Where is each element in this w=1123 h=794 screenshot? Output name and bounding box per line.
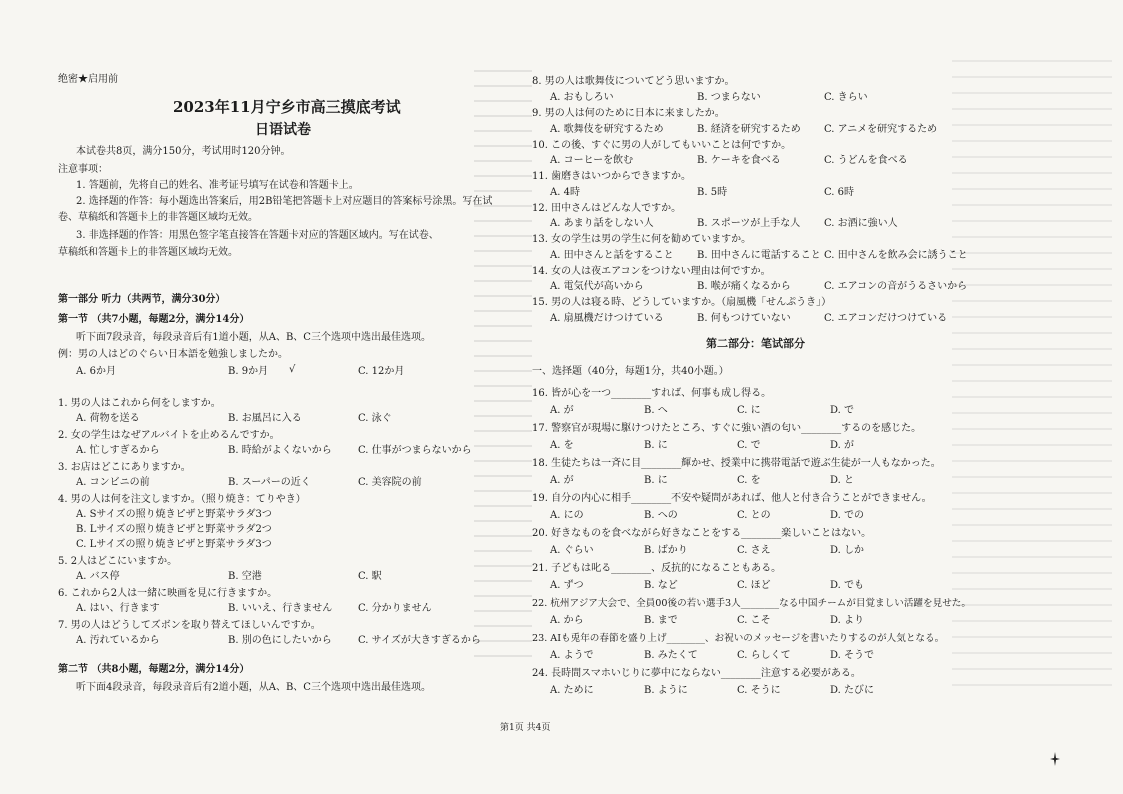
q19-option-c: C. との [737,510,771,521]
note-line: 3. 非选择题的作答：用黑色签字笔直接答在答题卡对应的答题区域内。写在试卷、 [76,230,439,241]
q10-option-b: B. ケーキを食べる [697,155,781,166]
q5-option-b: B. 空港 [228,571,262,582]
example-option-b: B. 9か月 [228,366,269,377]
bleed-through-left [474,70,532,670]
note-line: 2. 选择题的作答：每小题选出答案后，用2B铅笔把答题卡上对应题目的答案标号涂黑。写在试 [76,196,493,207]
question-9: 9. 男の人は何のために日本に来ましたか。 [532,108,725,119]
q1-option-a: A. 荷物を送る [76,413,140,424]
q18-option-d: D. と [830,475,855,486]
question-17: 17. 警察官が現場に駆けつけたところ、すぐに強い酒の匂い________するのを感じた。 [532,423,922,434]
question-21: 21. 子どもは叱る________、反抗的になることもある。 [532,563,782,574]
q16-option-c: C. に [737,405,761,416]
q1-option-b: B. お風呂に入る [228,413,302,424]
q18-option-a: A. が [550,475,574,486]
q20-option-b: B. ばかり [644,545,688,556]
q21-option-d: D. でも [830,580,865,591]
q13-option-b: B. 田中さんに電話すること [697,250,821,261]
q9-option-b: B. 経済を研究するため [697,124,801,135]
q20-option-a: A. ぐらい [550,545,594,556]
question-8: 8. 男の人は歌舞伎についてどう思いますか。 [532,76,735,87]
q16-option-d: D. で [830,405,855,416]
example-option-a: A. 6か月 [76,366,116,377]
section1-title: 第一节 （共7小题，每题2分，满分14分） [58,314,250,325]
q13-option-a: A. 田中さんと話をすること [550,250,674,261]
q19-option-b: B. への [644,510,678,521]
question-24: 24. 長時間スマホいじりに夢中にならない________注意する必要がある。 [532,668,861,679]
q2-option-a: A. 忙しすぎるから [76,445,160,456]
q2-option-b: B. 時給がよくないから [228,445,332,456]
q12-option-c: C. お酒に強い人 [824,218,898,229]
note-line: 草稿纸和答题卡上的非答题区域均无效。 [58,247,238,258]
confidential-label: 绝密★启用前 [58,74,118,85]
q17-option-a: A. を [550,440,574,451]
example-check-mark: √ [289,364,296,375]
q24-option-a: A. ために [550,685,594,696]
q24-option-b: B. ように [644,685,688,696]
q16-option-b: B. へ [644,405,668,416]
q21-option-b: B. など [644,580,678,591]
q11-option-a: A. 4時 [550,187,580,198]
q13-option-c: C. 田中さんを飲み会に誘うこと [824,250,968,261]
q19-option-a: A. にの [550,510,584,521]
q9-option-a: A. 歌舞伎を研究するため [550,124,664,135]
q19-option-d: D. での [830,510,865,521]
q3-option-b: B. スーパーの近く [228,477,311,488]
q4-option-b: B. Lサイズの照り焼きピザと野菜サラダ2つ [76,524,272,535]
exam-title: 2023年11月宁乡市高三摸底考试 [173,98,401,116]
q5-option-c: C. 駅 [358,571,382,582]
q21-option-a: A. ずつ [550,580,584,591]
question-16: 16. 皆が心を一つ________すれば、何事も成し得る。 [532,388,772,399]
q7-option-a: A. 汚れているから [76,635,160,646]
question-10: 10. この後、すぐに男の人がしてもいいことは何ですか。 [532,140,792,151]
part2-section-title: 一、选择题（40分，每题1分，共40小题。） [532,366,729,377]
question-13: 13. 女の学生は男の学生に何を勧めていますか。 [532,234,752,245]
part2-title: 第二部分：笔试部分 [706,337,805,350]
q11-option-b: B. 5時 [697,187,728,198]
q23-option-b: B. みたくて [644,650,698,661]
q8-option-b: B. つまらない [697,92,761,103]
q24-option-c: C. そうに [737,685,781,696]
q21-option-c: C. ほど [737,580,771,591]
q20-option-c: C. さえ [737,545,771,556]
scan-mark-icon [1050,752,1060,766]
q15-option-b: B. 何もつけていない [697,313,791,324]
question-15: 15. 男の人は寝る時、どうしていますか。（扇風機「せんぷうき」） [532,297,832,308]
question-19: 19. 自分の内心に相手________不安や疑問があれば、他人と付き合うことができません。 [532,493,932,504]
q7-option-b: B. 別の色にしたいから [228,635,332,646]
q17-option-d: D. が [830,440,855,451]
q6-option-c: C. 分かりません [358,603,432,614]
q7-option-c: C. サイズが大きすぎるから [358,635,481,646]
question-1: 1. 男の人はこれから何をしますか。 [58,398,221,409]
q23-option-a: A. ようで [550,650,594,661]
q22-option-b: B. まで [644,615,678,626]
example-option-c: C. 12か月 [358,366,405,377]
question-2: 2. 女の学生はなぜアルバイトを止めるんですか。 [58,430,280,441]
q8-option-a: A. おもしろい [550,92,614,103]
q16-option-a: A. が [550,405,574,416]
question-20: 20. 好きなものを食べながら好きなことをする________楽しいことはない。 [532,528,872,539]
exam-subtitle: 日语试卷 [255,122,311,138]
q23-option-c: C. らしくて [737,650,791,661]
question-22: 22. 杭州アジア大会で、全員00後の若い選手3人________なる中国チームが目覚ましい活躍を見せた。 [532,598,971,609]
q3-option-c: C. 美容院の前 [358,477,422,488]
q1-option-c: C. 泳ぐ [358,413,392,424]
q23-option-d: D. そうで [830,650,875,661]
q6-option-a: A. はい、行きます [76,603,160,614]
q20-option-d: D. しか [830,545,865,556]
q17-option-b: B. に [644,440,668,451]
question-18: 18. 生徒たちは一斉に目________輝かせ、授業中に携帯電話で遊ぶ生徒が一人もなかった。 [532,458,941,469]
q10-option-a: A. コーヒーを飲む [550,155,634,166]
q22-option-d: D. より [830,615,865,626]
question-11: 11. 歯磨きはいつからできますか。 [532,171,691,182]
note-line: 1. 答题前，先将自己的姓名、准考证号填写在试卷和答题卡上。 [76,180,359,191]
exam-info: 本试卷共8页，满分150分，考试用时120分钟。 [76,146,291,157]
q14-option-a: A. 電気代が高いから [550,281,644,292]
q11-option-c: C. 6時 [824,187,855,198]
q2-option-c: C. 仕事がつまらないから [358,445,472,456]
bleed-through-right [952,60,1112,700]
q12-option-a: A. あまり話をしない人 [550,218,654,229]
part1-title: 第一部分 听力（共两节，满分30分） [58,294,226,305]
q24-option-d: D. たびに [830,685,875,696]
question-12: 12. 田中さんはどんな人ですか。 [532,203,682,214]
q6-option-b: B. いいえ、行きません [228,603,333,614]
question-6: 6. これから2人は一緒に映画を見に行きますか。 [58,588,278,599]
q14-option-b: B. 喉が痛くなるから [697,281,791,292]
question-14: 14. 女の人は夜エアコンをつけない理由は何ですか。 [532,266,771,277]
q15-option-a: A. 扇風機だけつけている [550,313,664,324]
section2-title: 第二节 （共8小题，每题2分，满分14分） [58,664,250,675]
section2-instructions: 听下面4段录音，每段录音后有2道小题，从A、B、C三个选项中选出最佳选项。 [76,682,431,693]
q18-option-b: B. に [644,475,668,486]
question-3: 3. お店はどこにありますか。 [58,462,191,473]
section1-instructions: 听下面7段录音，每段录音后有1道小题，从A、B、C三个选项中选出最佳选项。 [76,332,431,343]
q8-option-c: C. きらい [824,92,868,103]
question-5: 5. 2人はどこにいますか。 [58,556,178,567]
q22-option-c: C. こそ [737,615,771,626]
notes-title: 注意事项： [58,164,108,175]
q14-option-c: C. エアコンの音がうるさいから [824,281,968,292]
question-4: 4. 男の人は何を注文しますか。（照り焼き：てりやき） [58,494,306,505]
q9-option-c: C. アニメを研究するため [824,124,938,135]
q22-option-a: A. から [550,615,584,626]
q10-option-c: C. うどんを食べる [824,155,908,166]
q4-option-a: A. Sサイズの照り焼きピザと野菜サラダ3つ [76,509,272,520]
q15-option-c: C. エアコンだけつけている [824,313,948,324]
page-footer: 第1页 共4页 [500,723,551,733]
q12-option-b: B. スポーツが上手な人 [697,218,801,229]
q4-option-c: C. Lサイズの照り焼きピザと野菜サラダ3つ [76,539,272,550]
question-7: 7. 男の人はどうしてズボンを取り替えてほしいんですか。 [58,620,321,631]
question-23: 23. AIも兎年の春節を盛り上げ________、お祝いのメッセージを書いたりするのが人気となる。 [532,633,945,644]
q5-option-a: A. バス停 [76,571,120,582]
q18-option-c: C. を [737,475,761,486]
q3-option-a: A. コンビニの前 [76,477,150,488]
q17-option-c: C. で [737,440,761,451]
example-question: 例：男の人はどのぐらい日本語を勉強しましたか。 [58,349,288,360]
note-line: 卷、草稿纸和答题卡上的非答题区域均无效。 [58,212,258,223]
